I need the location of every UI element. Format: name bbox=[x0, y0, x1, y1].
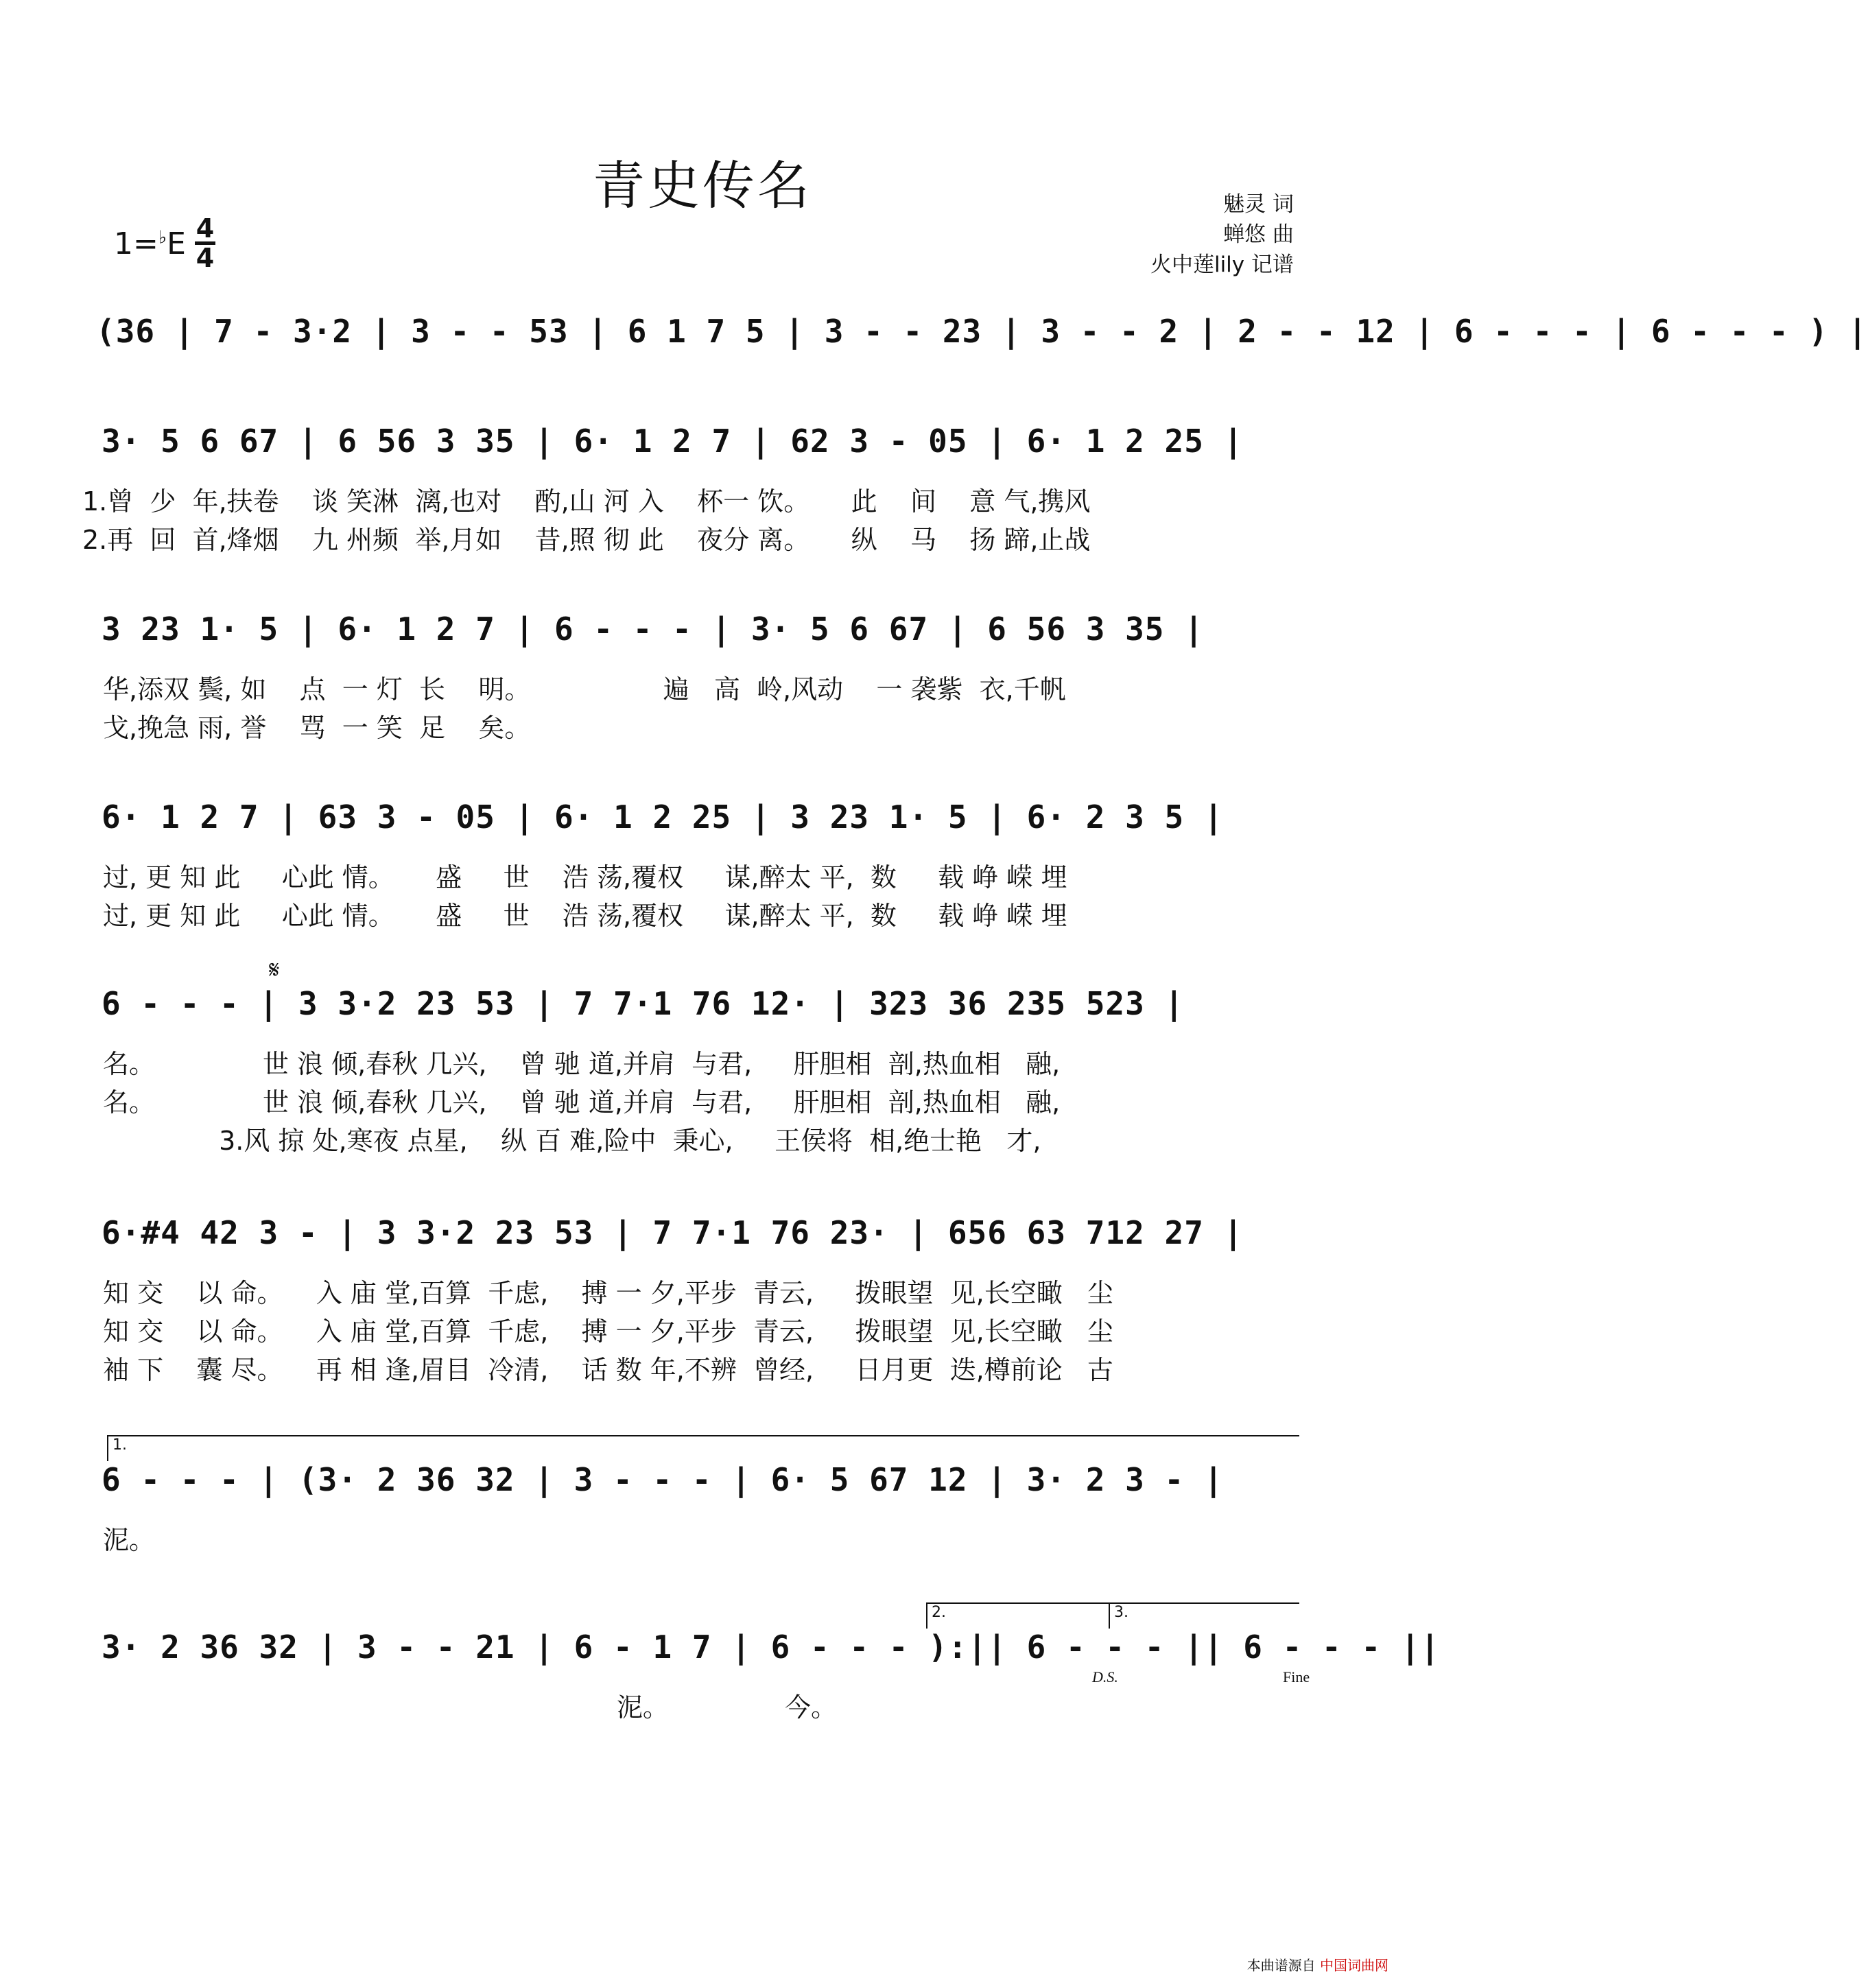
fine-marking: Fine bbox=[1283, 1668, 1310, 1685]
system-2 bbox=[0, 611, 1405, 743]
lyric-verse-1: 泥。 bbox=[103, 1525, 156, 1555]
system-3 bbox=[0, 798, 1405, 931]
time-signature-bottom: 4 bbox=[196, 243, 215, 273]
notation-line: 3 23 1· 5 | 6· 1 2 7 | 6 - - - | 3· 5 6 67 | 6 56 3 35 | bbox=[102, 611, 1204, 648]
lyric-verse-1: 知 交 以 命。 入 庙 堂,百算 千虑, 搏 一 夕,平步 青云, 拨眼望 见,长空瞰 尘 bbox=[103, 1278, 1113, 1308]
credits bbox=[1150, 189, 1294, 280]
lyric-verse-3: 袖 下 囊 尽。 再 相 逢,眉目 冷清, 话 数 年,不辨 曾经, 日月更 迭,樽前论 古 bbox=[103, 1355, 1113, 1385]
system-6 bbox=[0, 1436, 1405, 1555]
lyric-verse-1: 1.曾 少 年,扶卷 谈 笑淋 漓,也对 酌,山 河 入 杯一 饮。 此 间 意 气,携风 bbox=[82, 486, 1091, 517]
page-title: 青史传名 bbox=[593, 155, 812, 216]
lyric-verse-3: 3.风 掠 处,寒夜 点星, 纵 百 难,险中 秉心, 王侯将 相,绝士艳 才, bbox=[103, 1126, 1041, 1156]
composer-credit: 蝉悠 曲 bbox=[1223, 222, 1294, 247]
lyric-verse-1: 名。 世 浪 倾,春秋 几兴, 曾 驰 道,并肩 与君, 肝胆相 剖,热血相 融, bbox=[103, 1049, 1061, 1079]
system-4 bbox=[0, 956, 1405, 1156]
notation-line: 6·#4 42 3 - | 3 3·2 23 53 | 7 7·1 76 23· | 656 63 712 27 | bbox=[102, 1214, 1244, 1251]
lyric-verse-2: 名。 世 浪 倾,春秋 几兴, 曾 驰 道,并肩 与君, 肝胆相 剖,热血相 融, bbox=[103, 1087, 1061, 1117]
volta-2: 2. bbox=[926, 1602, 1110, 1629]
flat-sign: ♭ bbox=[158, 227, 167, 248]
lyric-verse-2: 过, 更 知 此 心此 情。 盛 世 浩 荡,覆权 谋,醉太 平, 数 载 峥 嵘 埋 bbox=[103, 901, 1067, 931]
source-footer: 本曲谱源自 中国词曲网 bbox=[1246, 1957, 1388, 1974]
transcriber-credit: 火中莲lily 记谱 bbox=[1150, 252, 1294, 277]
notation-line: 6· 1 2 7 | 63 3 - 05 | 6· 1 2 25 | 3 23 1· 5 | 6· 2 3 5 | bbox=[102, 798, 1224, 836]
lyric-verse-2: 2.再 回 首,烽烟 九 州频 举,月如 昔,照 彻 此 夜分 离。 纵 马 扬 蹄,止战 bbox=[82, 525, 1091, 555]
system-intro bbox=[0, 313, 1868, 395]
lyric-verse-1: 泥。 今。 bbox=[103, 1692, 838, 1723]
lyric-verse-1: 华,添双 鬓, 如 点 一 灯 长 明。 遍 高 岭,风动 一 袭紫 衣,千帆 bbox=[103, 674, 1066, 705]
key-signature: 1=♭E bbox=[114, 226, 186, 261]
system-5 bbox=[0, 1214, 1405, 1385]
segno-sign: 𝄋 bbox=[269, 956, 280, 984]
system-1 bbox=[0, 423, 1405, 555]
notation-line: (36 | 7 - 3·2 | 3 - - 53 | 6 1 7 5 | 3 - - 23 | 3 - - 2 | 2 - - 12 | 6 - - - | 6 - - - ) | bbox=[96, 313, 1868, 350]
lyric-verse-2: 知 交 以 命。 入 庙 堂,百算 千虑, 搏 一 夕,平步 青云, 拨眼望 见,长空瞰 尘 bbox=[103, 1316, 1113, 1347]
ds-marking: D.S. bbox=[1092, 1668, 1118, 1685]
volta-3: 3. bbox=[1109, 1602, 1299, 1629]
lyric-verse-1: 过, 更 知 此 心此 情。 盛 世 浩 荡,覆权 谋,醉太 平, 数 载 峥 嵘 埋 bbox=[103, 862, 1067, 892]
volta-1: 1. bbox=[107, 1435, 1299, 1461]
system-7 bbox=[0, 1604, 1441, 1723]
notation-line: 3· 5 6 67 | 6 56 3 35 | 6· 1 2 7 | 62 3 - 05 | 6· 1 2 25 | bbox=[102, 423, 1244, 460]
lyric-verse-2: 戈,挽急 雨, 誉 骂 一 笑 足 矣。 bbox=[103, 713, 531, 743]
time-signature-top: 4 bbox=[196, 213, 215, 244]
lyricist-credit: 魅灵 词 bbox=[1223, 192, 1294, 217]
notation-line: 6 - - - | (3· 2 36 32 | 3 - - - | 6· 5 67 12 | 3· 2 3 - | bbox=[102, 1461, 1224, 1498]
notation-line: 3· 2 36 32 | 3 - - 21 | 6 - 1 7 | 6 - - - ):|| 6 - - - || 6 - - - || bbox=[102, 1629, 1441, 1666]
notation-line: 6 - - - | 3 3·2 23 53 | 7 7·1 76 12· | 323 36 235 523 | bbox=[102, 985, 1185, 1022]
time-signature bbox=[195, 215, 215, 271]
